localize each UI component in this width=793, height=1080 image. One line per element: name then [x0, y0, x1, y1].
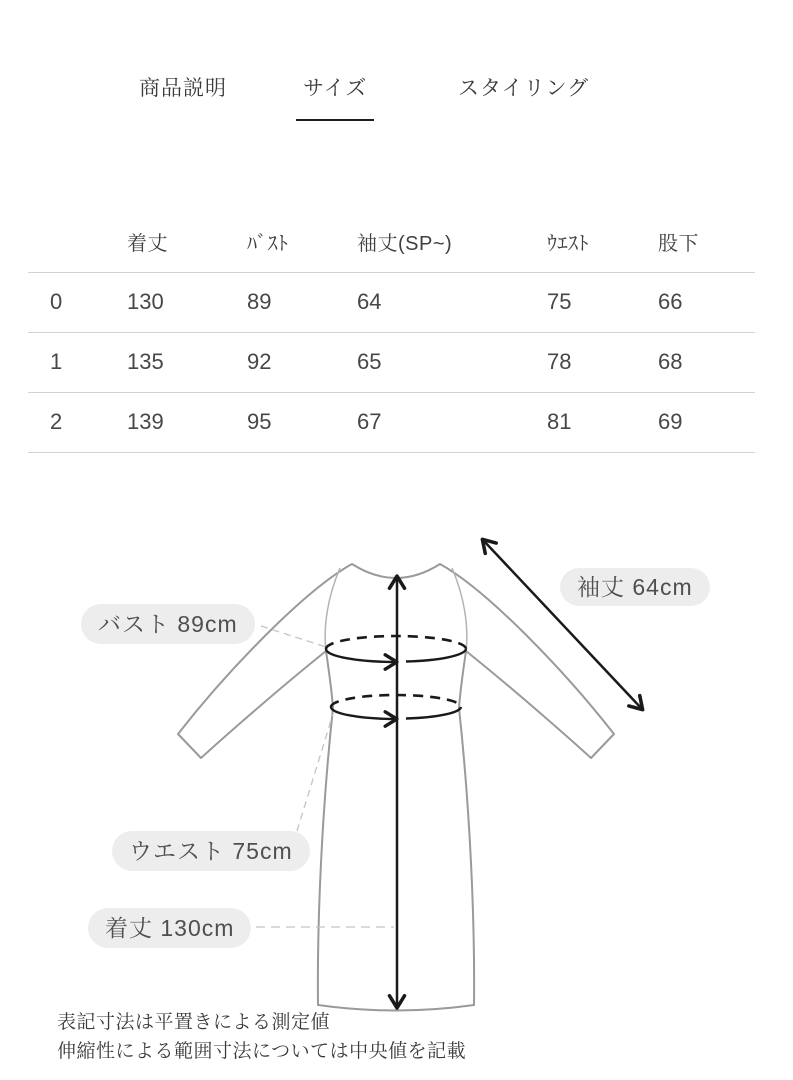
- cell-size: 0: [28, 272, 127, 332]
- cell-bust: 95: [247, 392, 357, 452]
- header-sleeve: 袖丈(SP~): [357, 212, 547, 272]
- header-waist: ｳｴｽﾄ: [547, 212, 658, 272]
- cell-size: 2: [28, 392, 127, 452]
- table-row-size-1: [28, 332, 755, 392]
- cell-waist: 81: [547, 392, 658, 452]
- product-tabbar: [0, 72, 793, 122]
- cell-size: 1: [28, 332, 127, 392]
- cell-waist: 78: [547, 332, 658, 392]
- size-table: [28, 212, 755, 453]
- table-row-size-2: [28, 392, 755, 452]
- header-inseam: 股下: [658, 212, 755, 272]
- cell-sleeve: 67: [357, 392, 547, 452]
- table-row-size-0: [28, 272, 755, 332]
- cell-inseam: 66: [658, 272, 755, 332]
- cell-inseam: 68: [658, 332, 755, 392]
- cell-sleeve: 64: [357, 272, 547, 332]
- waist-measurement-label: ウエスト 75cm: [112, 831, 310, 871]
- tab-label: 商品説明: [139, 77, 227, 100]
- length-measurement-label: 着丈 130cm: [88, 908, 251, 948]
- bust-measurement-label: バスト 89cm: [81, 604, 255, 644]
- tab-product-description[interactable]: [139, 72, 227, 102]
- cell-waist: 75: [547, 272, 658, 332]
- cell-length: 135: [127, 332, 247, 392]
- tab-label: スタイリング: [458, 77, 590, 100]
- header-length: 着丈: [127, 212, 247, 272]
- active-tab-underline: [296, 119, 374, 121]
- cell-sleeve: 65: [357, 332, 547, 392]
- header-size-blank: [28, 212, 127, 272]
- sleeve-measurement-label: 袖丈 64cm: [560, 568, 710, 606]
- tab-styling[interactable]: [458, 72, 589, 102]
- cell-length: 139: [127, 392, 247, 452]
- cell-inseam: 69: [658, 392, 755, 452]
- note-line-2: 伸縮性による範囲寸法については中央値を記載: [57, 1041, 467, 1062]
- cell-bust: 92: [247, 332, 357, 392]
- cell-length: 130: [127, 272, 247, 332]
- note-line-1: 表記寸法は平置きによる測定値: [57, 1012, 331, 1033]
- tab-size[interactable]: [303, 72, 367, 121]
- tab-label: サイズ: [303, 77, 368, 100]
- size-table-header-row: [28, 212, 755, 272]
- measurement-notes: [57, 1008, 466, 1066]
- cell-bust: 89: [247, 272, 357, 332]
- header-bust: ﾊﾞｽﾄ: [247, 212, 357, 272]
